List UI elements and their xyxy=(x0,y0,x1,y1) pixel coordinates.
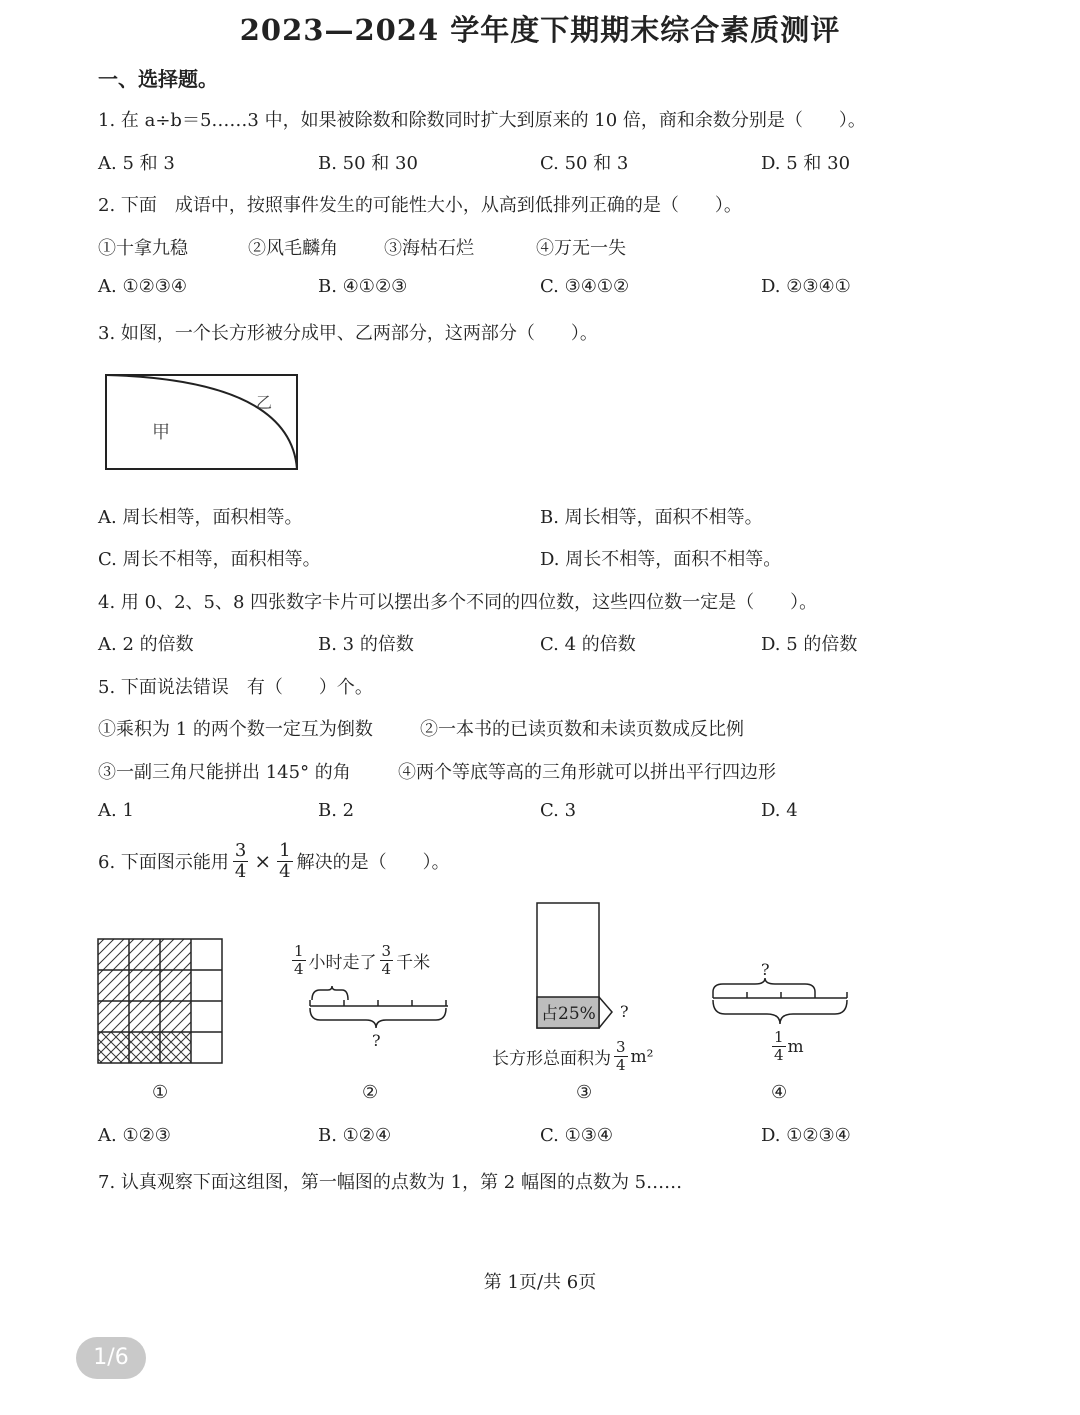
q5-option-a: A. 1 xyxy=(98,800,134,821)
fig3-label: 占25% xyxy=(541,1004,596,1024)
q5-statement-2: ②一本书的已读页数和未读页数成反比例 xyxy=(420,719,744,740)
fig2-bottom-brace xyxy=(310,1008,446,1028)
fig2-fraction-1 xyxy=(292,944,306,977)
question-6-stem xyxy=(98,836,450,886)
fig2-ticks xyxy=(310,1000,446,1006)
fig-label-3: ③ xyxy=(576,1082,593,1103)
q6-figure-2-caption xyxy=(292,944,430,977)
q6-fraction-2-denominator: 4 xyxy=(279,860,291,882)
cross-hatched-region xyxy=(98,1032,191,1063)
question-1-stem: 1. 在 a÷b＝5……3 中，如果被除数和除数同时扩大到原来的 10 倍，商和余数分别是（ ）。 xyxy=(98,110,866,131)
fig4-bottom-brace xyxy=(713,1000,847,1024)
fig-label-2: ② xyxy=(362,1082,379,1103)
q6-option-c: C. ①③④ xyxy=(540,1125,613,1146)
q2-option-b: B. ④①②③ xyxy=(318,276,408,297)
hatched-region xyxy=(98,939,191,1032)
fig4-fraction-denominator: 4 xyxy=(774,1046,784,1064)
q4-option-b: B. 3 的倍数 xyxy=(318,634,414,655)
fig2-fraction-2-denominator: 4 xyxy=(381,960,392,978)
q5-option-b: B. 2 xyxy=(318,800,355,821)
fig4-ticks xyxy=(713,992,847,998)
exam-title: 2023—2024 学年度下期期末综合素质测评 xyxy=(239,13,841,47)
fig-label-4: ④ xyxy=(771,1082,788,1103)
q5-statement-3: ③一副三角尺能拼出 145° 的角 xyxy=(98,762,351,783)
q2-option-c: C. ③④①② xyxy=(540,276,630,297)
fig2-question-mark: ? xyxy=(372,1031,381,1050)
q6-stem-prefix: 6. 下面图示能用 xyxy=(98,852,229,873)
q6-figure-4-diagram xyxy=(705,958,855,1030)
fig3-fraction xyxy=(614,1040,628,1073)
q6-times-sign: × xyxy=(254,849,272,873)
q5-option-d: D. 4 xyxy=(761,800,798,821)
fig3-arrow xyxy=(599,997,612,1028)
fig2-fraction-1-numerator: 1 xyxy=(294,942,304,960)
q5-option-c: C. 3 xyxy=(540,800,577,821)
fig2-fraction-2 xyxy=(380,944,394,977)
section-heading: 一、选择题。 xyxy=(98,67,218,91)
fig2-fraction-1-denominator: 4 xyxy=(294,960,304,978)
q1-option-c: C. 50 和 3 xyxy=(540,153,629,174)
question-3-stem: 3. 如图，一个长方形被分成甲、乙两部分，这两部分（ ）。 xyxy=(98,323,598,344)
fig4-fraction-numerator: 1 xyxy=(774,1028,784,1046)
q6-figure-1-grid xyxy=(96,937,226,1065)
q2-idiom-2: ②风毛麟角 xyxy=(248,238,338,259)
label-jia: 甲 xyxy=(152,422,170,443)
fig2-text-a: 小时走了 xyxy=(308,953,377,973)
q6-figure-3-caption xyxy=(492,1040,653,1073)
question-5-stem: 5. 下面说法错误 有（ ）个。 xyxy=(98,677,373,698)
rectangle-outline xyxy=(106,375,297,469)
fig3-question-mark: ? xyxy=(620,1002,629,1021)
q6-figure-3-diagram xyxy=(530,900,640,1040)
q2-idiom-1: ①十拿九稳 xyxy=(98,238,188,259)
q2-idiom-3: ③海枯石烂 xyxy=(384,238,474,259)
fig4-top-brace xyxy=(713,978,815,992)
q6-fraction-1-denominator: 4 xyxy=(234,860,247,882)
q3-option-a: A. 周长相等，面积相等。 xyxy=(98,507,303,528)
fig3-unit: m² xyxy=(630,1046,654,1067)
fig3-caption-text: 长方形总面积为 xyxy=(492,1049,611,1069)
q6-option-b: B. ①②④ xyxy=(318,1125,392,1146)
question-7-stem: 7. 认真观察下面这组图，第一幅图的点数为 1，第 2 幅图的点数为 5…… xyxy=(98,1172,683,1193)
q4-option-a: A. 2 的倍数 xyxy=(98,634,194,655)
q6-option-a: A. ①②③ xyxy=(98,1125,171,1146)
q3-option-c: C. 周长不相等，面积相等。 xyxy=(98,549,321,570)
fig2-fraction-2-numerator: 3 xyxy=(381,942,392,960)
q2-option-a: A. ①②③④ xyxy=(98,276,187,297)
page-indicator[interactable]: 1/6 xyxy=(76,1337,146,1379)
q3-rectangle-figure xyxy=(100,370,305,475)
q3-option-b: B. 周长相等，面积不相等。 xyxy=(540,507,763,528)
q1-option-a: A. 5 和 3 xyxy=(98,153,175,174)
fig2-top-brace xyxy=(312,986,348,1000)
fig3-fraction-numerator: 3 xyxy=(616,1038,626,1056)
q6-fraction-1 xyxy=(233,839,248,882)
q5-statement-1: ①乘积为 1 的两个数一定互为倒数 xyxy=(98,719,373,740)
q6-stem-suffix: 解决的是（ ）。 xyxy=(296,852,450,873)
q3-option-d: D. 周长不相等，面积不相等。 xyxy=(540,549,782,570)
q6-option-d: D. ①②③④ xyxy=(761,1125,851,1146)
q6-fraction-1-numerator: 3 xyxy=(234,839,247,861)
q4-option-d: D. 5 的倍数 xyxy=(761,634,858,655)
question-2-stem: 2. 下面 成语中，按照事件发生的可能性大小，从高到低排列正确的是（ ）。 xyxy=(98,195,742,216)
fig3-fraction-denominator: 4 xyxy=(616,1056,626,1074)
q2-idiom-4: ④万无一失 xyxy=(536,238,626,259)
fig4-fraction xyxy=(772,1030,786,1063)
fig4-question-mark: ? xyxy=(761,960,770,979)
q4-option-c: C. 4 的倍数 xyxy=(540,634,636,655)
question-4-stem: 4. 用 0、2、5、8 四张数字卡片可以摆出多个不同的四位数，这些四位数一定是（ ）。 xyxy=(98,592,818,613)
label-yi: 乙 xyxy=(256,393,273,412)
q6-fraction-2 xyxy=(277,839,292,882)
q6-figure-2-diagram xyxy=(300,984,460,1050)
fig2-text-b: 千米 xyxy=(396,953,431,973)
quarter-arc xyxy=(106,375,297,469)
fig-label-1: ① xyxy=(152,1082,169,1103)
q5-statement-4: ④两个等底等高的三角形就可以拼出平行四边形 xyxy=(398,762,776,783)
q6-figure-4-caption xyxy=(772,1030,804,1063)
page-footer: 第 1页/共 6页 xyxy=(483,1272,597,1293)
q6-fraction-2-numerator: 1 xyxy=(279,839,291,861)
q2-option-d: D. ②③④① xyxy=(761,276,851,297)
q1-option-b: B. 50 和 30 xyxy=(318,153,418,174)
q1-option-d: D. 5 和 30 xyxy=(761,153,851,174)
fig4-unit: m xyxy=(787,1036,804,1057)
